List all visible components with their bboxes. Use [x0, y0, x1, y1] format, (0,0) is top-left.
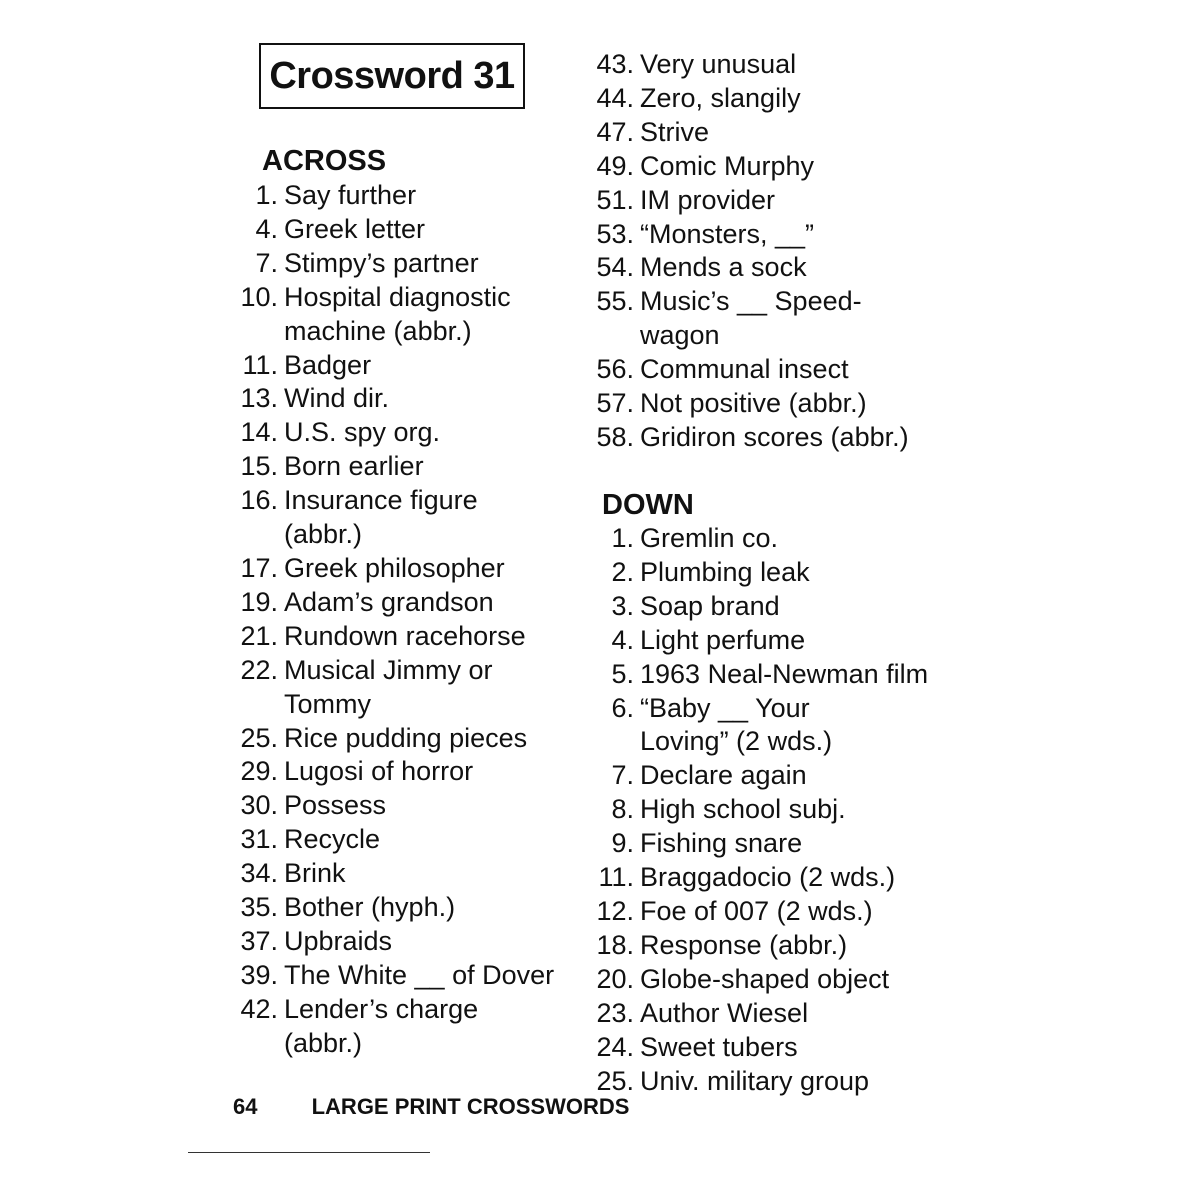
- clue-text: Fishing snare: [640, 828, 803, 859]
- clue-item: [588, 556, 928, 590]
- clue-item: [588, 861, 928, 895]
- clue-item: [232, 416, 554, 450]
- clue-text: wagon: [640, 320, 720, 351]
- clue-text: Communal insect: [640, 354, 849, 385]
- clue-item: [588, 997, 928, 1031]
- clue-text: Bother (hyph.): [284, 892, 456, 923]
- clue-item: [588, 1065, 928, 1099]
- clue-item: [232, 213, 554, 247]
- clue-text: (abbr.): [284, 1027, 363, 1058]
- clue-number: 11.: [598, 862, 634, 893]
- clue-number: 42.: [240, 993, 278, 1024]
- clue-item: [588, 522, 928, 556]
- clue-text: Lugosi of horror: [284, 756, 474, 787]
- clue-text: Insurance figure: [284, 485, 478, 516]
- clue-text: Gridiron scores (abbr.): [640, 421, 909, 452]
- clue-text: Hospital diagnostic: [284, 281, 511, 312]
- clue-item: [588, 963, 928, 997]
- clue-number: 1.: [611, 523, 634, 553]
- clue-item: [232, 552, 554, 586]
- clue-item: [588, 184, 909, 218]
- clue-item: [588, 251, 909, 285]
- clue-continuation: [588, 319, 909, 353]
- book-title: LARGE PRINT CROSSWORDS: [311, 1094, 630, 1119]
- clue-text: Tommy: [284, 688, 371, 719]
- clue-continuation: [588, 725, 928, 759]
- page-number: 64: [233, 1094, 258, 1119]
- clue-item: [588, 624, 928, 658]
- clue-number: 17.: [240, 552, 278, 583]
- clue-text: Stimpy’s partner: [284, 247, 479, 278]
- clue-number: 56.: [596, 354, 634, 385]
- clue-number: 20.: [596, 963, 634, 994]
- clue-number: 12.: [596, 895, 634, 926]
- clue-continuation: [232, 1027, 554, 1061]
- clue-number: 11.: [242, 349, 278, 380]
- clue-number: 29.: [240, 756, 278, 787]
- clue-number: 34.: [240, 858, 278, 889]
- clue-item: [588, 150, 909, 184]
- clue-number: 18.: [596, 929, 634, 960]
- clue-number: 54.: [596, 252, 634, 283]
- clue-number: 2.: [611, 556, 634, 587]
- clue-number: 7.: [611, 760, 634, 791]
- clue-text: Response (abbr.): [640, 929, 848, 960]
- clue-item: [232, 755, 554, 789]
- clue-text: Wind dir.: [284, 383, 390, 414]
- clue-number: 51.: [596, 184, 634, 215]
- clue-text: Zero, slangily: [640, 82, 801, 113]
- clue-text: Born earlier: [284, 451, 424, 482]
- clue-item: [588, 658, 928, 692]
- clue-item: [232, 823, 554, 857]
- clue-number: 35.: [240, 892, 278, 923]
- clue-number: 9.: [611, 828, 634, 859]
- clue-item: [588, 1031, 928, 1065]
- clue-item: [588, 48, 909, 82]
- clue-number: 25.: [596, 1065, 634, 1096]
- clue-item: [232, 993, 554, 1027]
- clue-text: Comic Murphy: [640, 150, 815, 181]
- clue-number: 21.: [240, 620, 278, 651]
- clue-text: Univ. military group: [640, 1065, 870, 1096]
- clue-text: Recycle: [284, 824, 381, 855]
- clue-item: [232, 620, 554, 654]
- clue-item: [588, 353, 909, 387]
- clue-number: 6.: [611, 692, 634, 723]
- down-clue-list: [588, 522, 928, 1098]
- clue-item: [588, 285, 909, 319]
- clue-text: Rundown racehorse: [284, 620, 526, 651]
- clue-text: Say further: [284, 180, 417, 210]
- clue-number: 47.: [596, 116, 634, 147]
- clue-text: Plumbing leak: [640, 556, 810, 587]
- clue-item: [232, 382, 554, 416]
- puzzle-title: Crossword 31: [259, 43, 525, 109]
- clue-item: [588, 929, 928, 963]
- clue-item: [232, 586, 554, 620]
- clue-number: 4.: [255, 213, 278, 244]
- clue-item: [232, 484, 554, 518]
- clue-number: 1.: [255, 180, 278, 210]
- clue-text: Author Wiesel: [640, 997, 809, 1028]
- clue-item: [588, 421, 909, 455]
- clue-number: 23.: [596, 997, 634, 1028]
- clue-item: [232, 857, 554, 891]
- clue-text: Light perfume: [640, 624, 806, 655]
- clue-item: [588, 827, 928, 861]
- clue-number: 55.: [596, 286, 634, 317]
- clue-text: Strive: [640, 116, 710, 147]
- clue-text: Braggadocio (2 wds.): [640, 862, 896, 893]
- clue-continuation: [232, 688, 554, 722]
- clue-item: [232, 722, 554, 756]
- clue-text: Declare again: [640, 760, 807, 791]
- clue-item: [588, 793, 928, 827]
- clue-text: IM provider: [640, 184, 776, 215]
- clue-text: Sweet tubers: [640, 1031, 798, 1062]
- across-clue-list-left: [232, 179, 554, 1061]
- clue-number: 24.: [596, 1031, 634, 1062]
- page-footer: [233, 1094, 629, 1120]
- clue-number: 53.: [596, 218, 634, 249]
- divider-rule: [188, 1152, 430, 1153]
- clue-text: “Monsters, __”: [640, 218, 815, 249]
- clue-number: 49.: [596, 150, 634, 181]
- clue-text: Greek philosopher: [284, 552, 505, 583]
- clue-text: Badger: [284, 349, 372, 380]
- clue-number: 25.: [240, 722, 278, 753]
- down-heading: DOWN: [602, 489, 694, 521]
- clue-number: 4.: [611, 624, 634, 655]
- clue-number: 58.: [596, 421, 634, 452]
- clue-number: 44.: [596, 82, 634, 113]
- clue-text: (abbr.): [284, 519, 363, 550]
- clue-text: Adam’s grandson: [284, 586, 494, 617]
- clue-item: [588, 82, 909, 116]
- clue-continuation: [232, 518, 554, 552]
- across-heading: ACROSS: [262, 145, 387, 177]
- clue-text: Possess: [284, 790, 387, 821]
- clue-item: [232, 789, 554, 823]
- clue-number: 43.: [596, 49, 634, 79]
- clue-text: Very unusual: [640, 49, 797, 79]
- clue-text: Globe-shaped object: [640, 963, 890, 994]
- clue-item: [588, 116, 909, 150]
- clue-number: 31.: [240, 824, 278, 855]
- clue-number: 5.: [611, 658, 634, 689]
- clue-number: 16.: [240, 485, 278, 516]
- clue-text: Upbraids: [284, 925, 393, 956]
- clue-number: 22.: [240, 654, 278, 685]
- clue-item: [588, 692, 928, 726]
- clue-number: 15.: [240, 451, 278, 482]
- clue-item: [232, 925, 554, 959]
- clue-item: [588, 895, 928, 929]
- clue-item: [232, 281, 554, 315]
- clue-text: Greek letter: [284, 213, 426, 244]
- clue-item: [232, 654, 554, 688]
- clue-text: Musical Jimmy or: [284, 654, 493, 685]
- clue-item: [232, 179, 554, 213]
- clue-item: [232, 959, 554, 993]
- clue-text: 1963 Neal-Newman film: [640, 658, 929, 689]
- clue-item: [232, 349, 554, 383]
- clue-number: 19.: [240, 586, 278, 617]
- clue-text: Gremlin co.: [640, 523, 779, 553]
- clue-text: Foe of 007 (2 wds.): [640, 895, 873, 926]
- clue-item: [588, 590, 928, 624]
- clue-item: [588, 387, 909, 421]
- clue-number: 30.: [240, 790, 278, 821]
- clue-text: “Baby __ Your: [640, 692, 810, 723]
- clue-item: [588, 218, 909, 252]
- clue-item: [232, 891, 554, 925]
- across-clue-list-right: [588, 48, 909, 455]
- clue-text: The White __ of Dover: [284, 959, 555, 990]
- clue-number: 13.: [240, 383, 278, 414]
- clue-text: machine (abbr.): [284, 315, 472, 346]
- clue-continuation: [232, 315, 554, 349]
- clue-number: 7.: [255, 247, 278, 278]
- clue-text: Music’s __ Speed-: [640, 286, 862, 317]
- clue-text: Mends a sock: [640, 252, 807, 283]
- clue-number: 3.: [611, 590, 634, 621]
- clue-number: 8.: [611, 794, 634, 825]
- clue-item: [232, 247, 554, 281]
- clue-text: Lender’s charge: [284, 993, 479, 1024]
- clue-number: 14.: [240, 417, 278, 448]
- clue-text: Soap brand: [640, 590, 780, 621]
- clue-text: High school subj.: [640, 794, 846, 825]
- clue-text: Loving” (2 wds.): [640, 726, 833, 757]
- clue-number: 37.: [240, 925, 278, 956]
- clue-number: 39.: [240, 959, 278, 990]
- clue-text: U.S. spy org.: [284, 417, 441, 448]
- clue-text: Brink: [284, 858, 346, 889]
- clue-text: Not positive (abbr.): [640, 388, 867, 419]
- clue-item: [232, 450, 554, 484]
- clue-number: 57.: [596, 388, 634, 419]
- clue-item: [588, 759, 928, 793]
- clue-number: 10.: [240, 281, 278, 312]
- clue-text: Rice pudding pieces: [284, 722, 528, 753]
